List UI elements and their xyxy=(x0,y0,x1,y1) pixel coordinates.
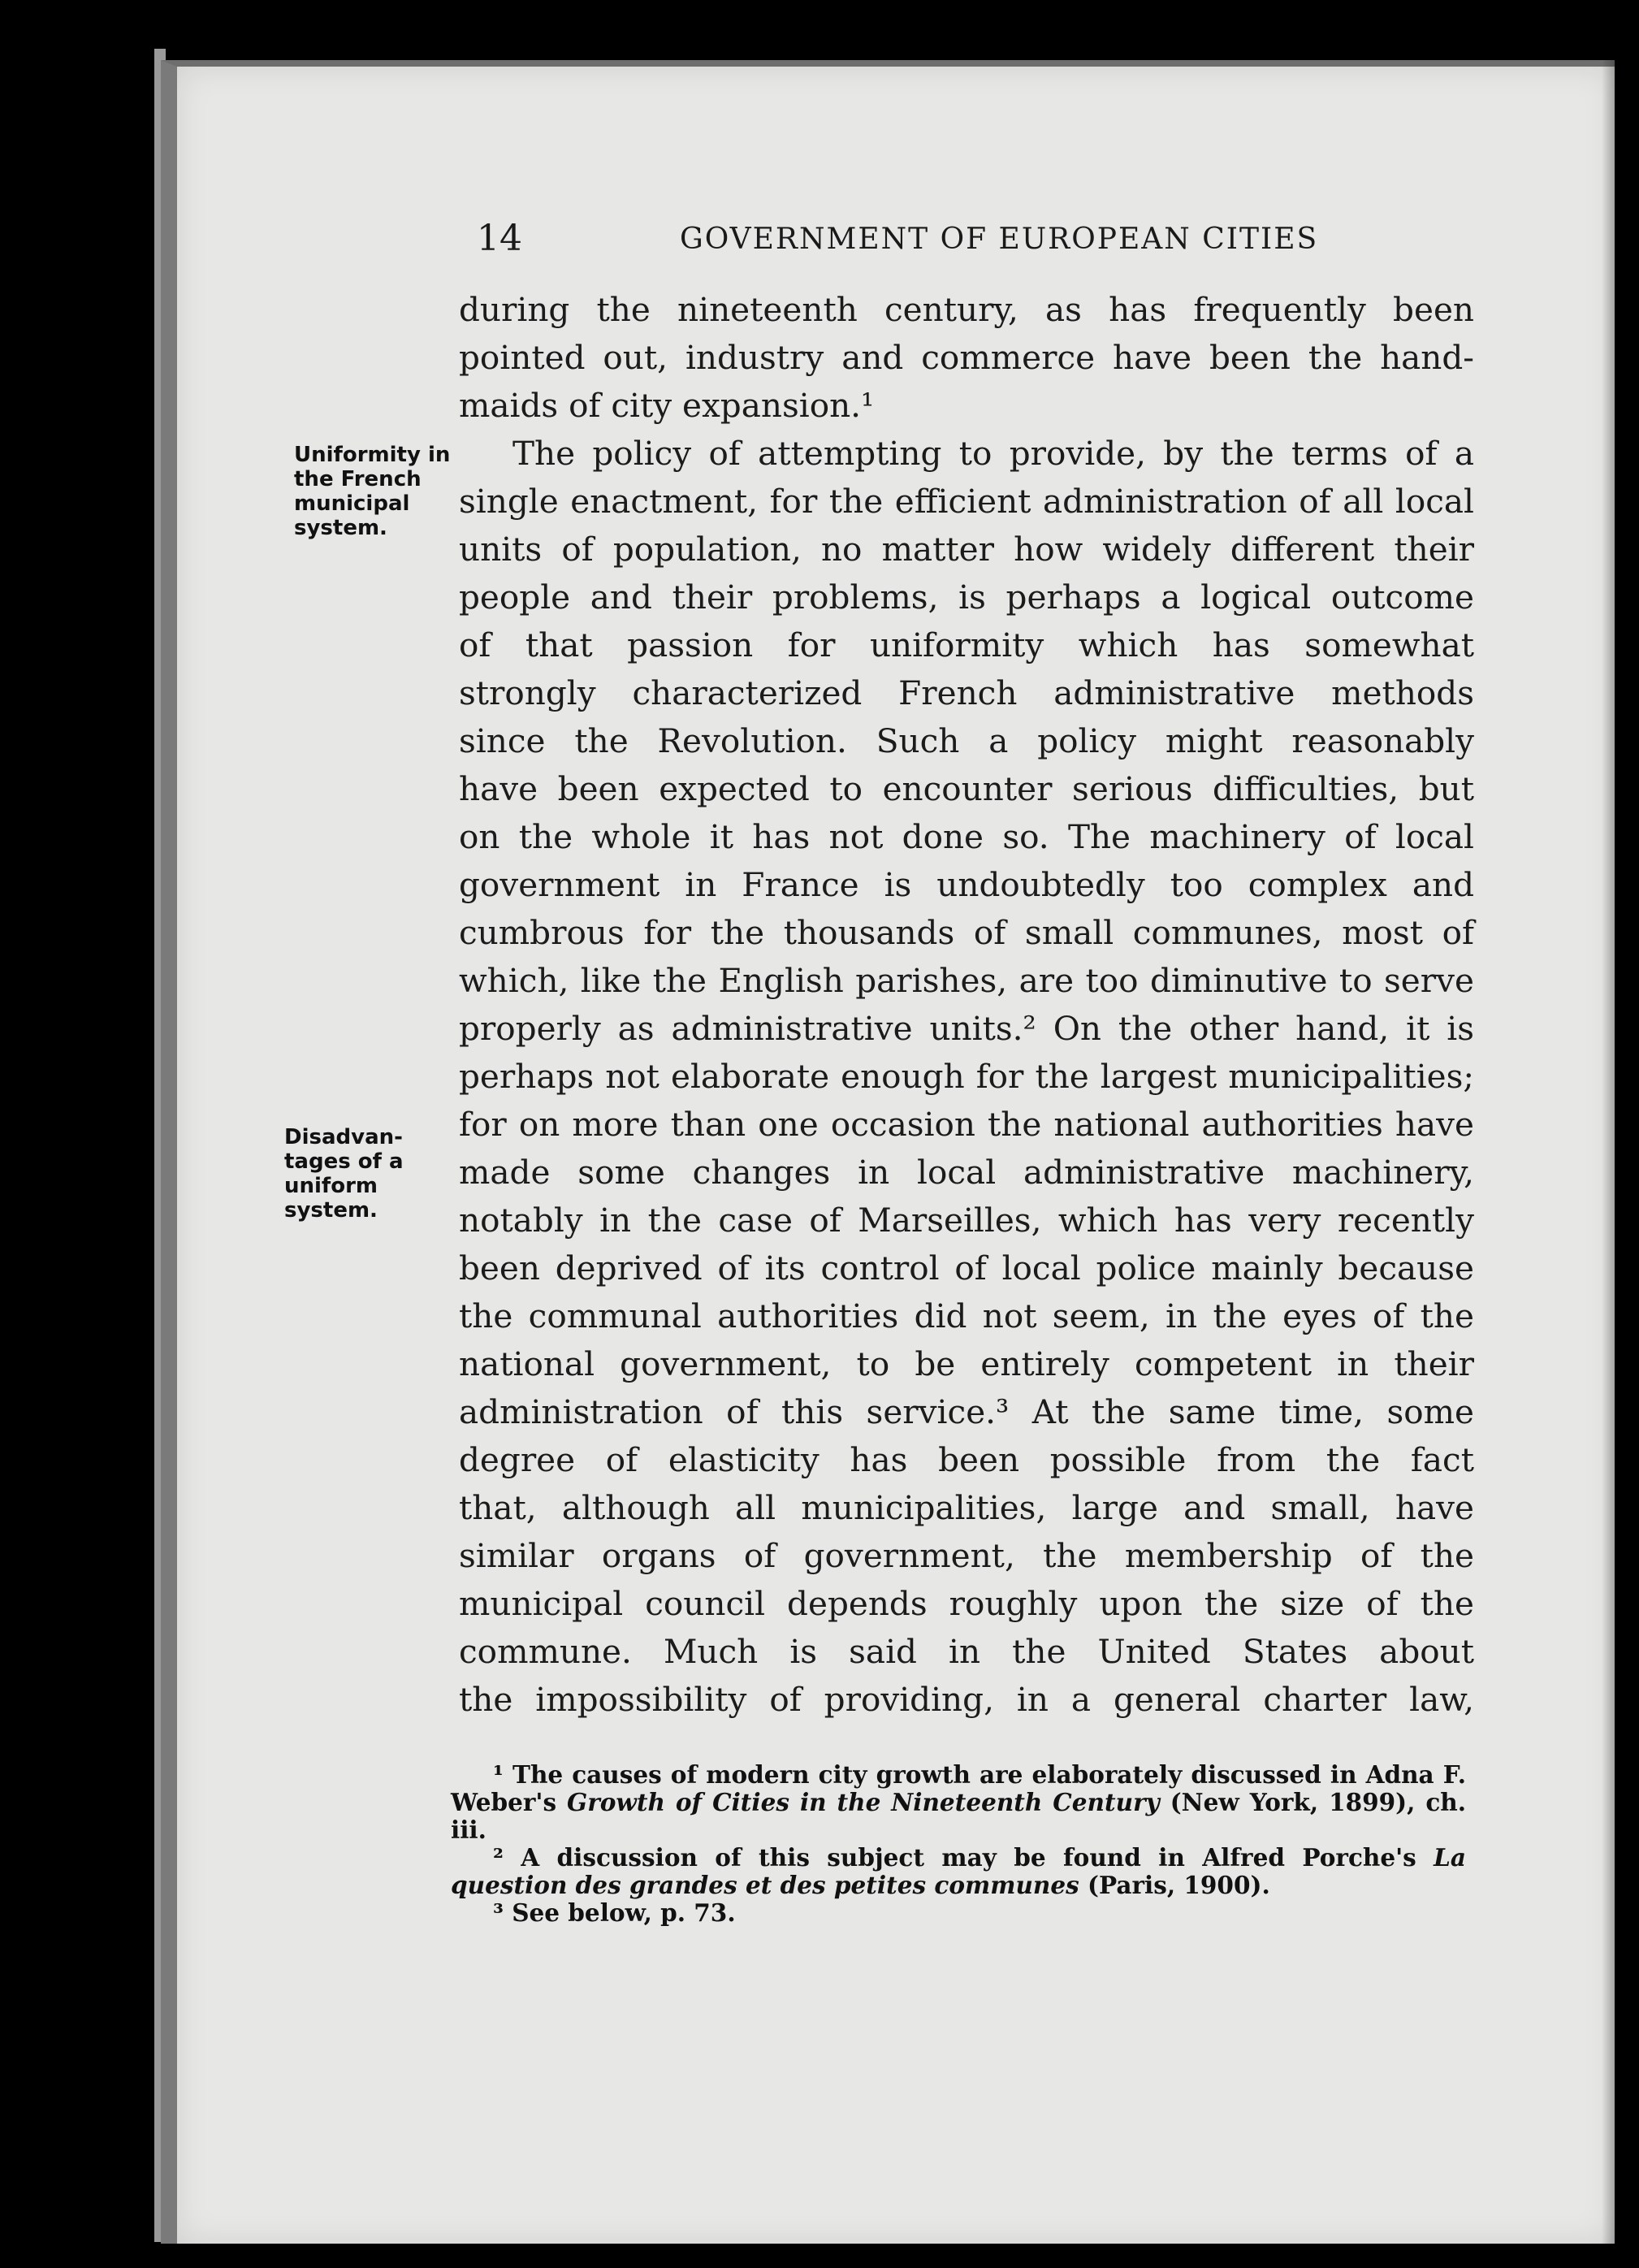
footnotes xyxy=(451,1761,1466,1927)
text-line: The policy of attempting to provide, by the terms of a xyxy=(512,434,1474,473)
text-line: that, although all municipalities, large and small, have xyxy=(459,1488,1474,1527)
text-line: units of population, no matter how widely different their xyxy=(459,530,1474,569)
text-line: for on more than one occasion the national authorities have xyxy=(459,1105,1474,1144)
footnote-3: ³ See below, p. 73. xyxy=(493,1898,736,1927)
footnote-2-text: ² A discussion of this subject may be found in Alfred Porche's xyxy=(493,1843,1434,1872)
footnote-1-title: Growth of Cities in the Nineteenth Century xyxy=(567,1788,1160,1816)
text-line: pointed out, industry and commerce have been the hand- xyxy=(459,338,1474,377)
text-line: strongly characterized French administrative methods xyxy=(459,673,1474,712)
text-line: people and their problems, is perhaps a logical outcome xyxy=(459,578,1474,617)
text-line: government in France is undoubtedly too complex and xyxy=(459,865,1474,904)
text-line: commune. Much is said in the United States about xyxy=(459,1632,1474,1671)
body-text xyxy=(459,286,1474,1724)
footnote-2 xyxy=(451,1844,1466,1899)
footnote-1-citation: (New York, 1899), ch. iii. xyxy=(451,1788,1467,1844)
margin-note-uniformity: Uniformity in the French municipal system. xyxy=(294,443,451,540)
footnote-1 xyxy=(451,1761,1466,1844)
text-line: of that passion for uniformity which has somewhat xyxy=(459,625,1474,664)
text-line: degree of elasticity has been possible from the fact xyxy=(459,1440,1474,1479)
footnote-2-title: La question des grandes et des petites communes xyxy=(451,1843,1466,1899)
page-number: 14 xyxy=(477,218,522,259)
text-line: which, like the English parishes, are too diminutive to serve xyxy=(459,961,1474,1000)
page-header xyxy=(477,218,1476,266)
text-line: the impossibility of providing, in a general charter law, xyxy=(459,1680,1474,1719)
margin-note-disadvantages: Disadvan-tages of a uniform system. xyxy=(284,1125,404,1223)
text-line: made some changes in local administrative machinery, xyxy=(459,1153,1474,1192)
text-line: national government, to be entirely competent in their xyxy=(459,1344,1474,1383)
text-line: notably in the case of Marseilles, which has very recently xyxy=(459,1201,1474,1240)
text-line: the communal authorities did not seem, in the eyes of the xyxy=(459,1296,1474,1335)
text-line: maids of city expansion.¹ xyxy=(459,386,875,425)
text-line: single enactment, for the efficient administration of all local xyxy=(459,482,1474,521)
footnote-2-citation: (Paris, 1900). xyxy=(1079,1871,1270,1899)
text-line: municipal council depends roughly upon the size of the xyxy=(459,1584,1474,1623)
text-line: during the nineteenth century, as has frequently been xyxy=(459,290,1474,329)
text-line: properly as administrative units.² On the other hand, it is xyxy=(459,1009,1474,1048)
footnote-1-text: ¹ The causes of modern city growth are elaborately discussed in Adna F. Weber's xyxy=(451,1760,1466,1816)
text-line: have been expected to encounter serious difficulties, but xyxy=(459,769,1474,808)
text-line: cumbrous for the thousands of small communes, most of xyxy=(459,913,1474,952)
text-line: since the Revolution. Such a policy might reasonably xyxy=(459,721,1474,760)
text-line: administration of this service.³ At the same time, some xyxy=(459,1392,1474,1431)
text-line: similar organs of government, the membership of the xyxy=(459,1536,1474,1575)
page-edge-shadow xyxy=(1602,60,1615,2244)
text-line: perhaps not elaborate enough for the largest municipalities; xyxy=(459,1057,1474,1096)
running-title: GOVERNMENT OF EUROPEAN CITIES xyxy=(680,223,1319,256)
text-line: been deprived of its control of local police mainly because xyxy=(459,1249,1474,1288)
text-line: on the whole it has not done so. The machinery of local xyxy=(459,817,1474,856)
